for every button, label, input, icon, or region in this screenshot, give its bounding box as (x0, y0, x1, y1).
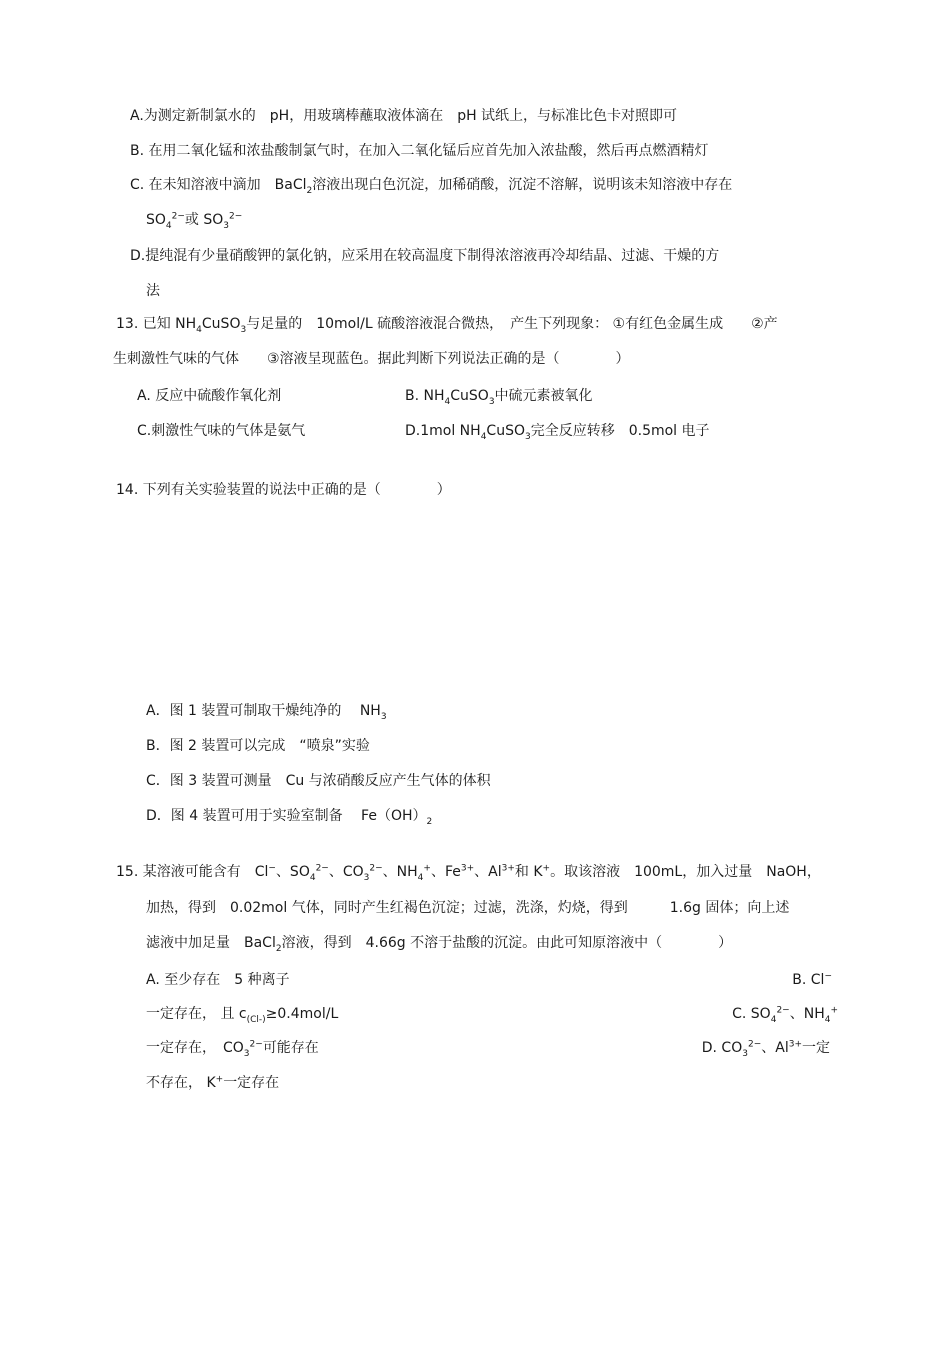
q14-stem (116, 480, 451, 500)
text: 13. 已知 NH (116, 316, 197, 332)
superscript: 2− (315, 863, 329, 874)
text: A. 反应中硫酸作氧化剂 (137, 388, 282, 404)
q12-option-c-tail: 溶液出现白色沉淀，加稀硝酸，沉淀不溶解，说明该未知溶液中存在 (312, 177, 733, 193)
q15-stem-line3 (146, 933, 732, 953)
text: C．图 3 装置可测量 Cu 与浓硝酸反应产生气体的体积 (146, 773, 491, 789)
superscript: 3+ (460, 863, 475, 874)
subscript: 4 (417, 872, 424, 883)
subscript: 3 (363, 872, 370, 883)
q15-option-c (732, 1004, 838, 1024)
text: 滤液中加足量 BaCl (146, 935, 276, 951)
q14-option-c (146, 771, 491, 791)
q13-option-b (405, 386, 593, 406)
subscript: 4 (444, 396, 451, 407)
q15-option-b-continued (146, 1004, 338, 1024)
text: 生刺激性气味的气体 ③溶液呈现蓝色。据此判断下列说法正确的是（ ） (113, 351, 630, 367)
q12-option-c-text: C. 在未知溶液中滴加 BaCl (130, 177, 307, 193)
q13-stem-line1 (116, 314, 778, 334)
text: 、Al (474, 864, 502, 880)
text: CuSO (201, 316, 241, 332)
text: D.1mol NH (405, 423, 481, 439)
text: 溶液，得到 4.66g 不溶于盐酸的沉淀。由此可知原溶液中（ ） (281, 935, 733, 951)
q15-option-b (792, 970, 832, 990)
subscript: 4 (824, 1014, 831, 1025)
q12-option-d-continued (146, 281, 160, 301)
subscript: 3 (488, 396, 495, 407)
subscript: 2 (306, 185, 313, 196)
subscript: 2 (426, 816, 433, 827)
text: 、Al (761, 1040, 789, 1056)
q15-option-d-continued (146, 1073, 279, 1093)
text: B. Cl (792, 972, 825, 988)
q15-option-d (702, 1038, 830, 1058)
formula-text: SO (146, 212, 166, 228)
q15-stem-line2 (146, 898, 789, 918)
text: D. CO (701, 1040, 743, 1056)
q14-option-d (146, 806, 432, 826)
subscript: 4 (196, 324, 202, 335)
q13-option-d (405, 421, 710, 441)
text: 和 K (514, 864, 543, 880)
text: A．图 1 装置可制取干燥纯净的 NH (146, 703, 381, 719)
text: 完全反应转移 0.5mol 电子 (530, 423, 710, 439)
subscript: 3 (524, 431, 531, 442)
superscript: 3+ (501, 863, 515, 874)
text: 中硫元素被氧化 (494, 388, 593, 404)
subscript: -) (258, 1014, 266, 1025)
subscript: 3 (240, 324, 247, 335)
superscript: − (824, 971, 832, 982)
superscript: 2− (369, 863, 383, 874)
superscript: 2− (747, 1039, 762, 1050)
text: D．图 4 装置可用于实验室制备 Fe（OH） (146, 808, 427, 824)
subscript: 4 (770, 1014, 777, 1025)
q12-option-b (130, 141, 709, 161)
q12-option-a (130, 106, 677, 126)
text: 、NH (789, 1006, 825, 1022)
text: 一定存在 (223, 1075, 280, 1091)
q15-option-a (146, 970, 290, 990)
text: 14. 下列有关实验装置的说法中正确的是（ ） (116, 482, 451, 498)
superscript: 2− (776, 1005, 790, 1016)
q12-option-a-text: A.为测定新制氯水的 pH，用玻璃棒蘸取液体滴在 pH 试纸上，与标准比色卡对照即可 (130, 108, 678, 124)
q12-option-d (130, 246, 719, 266)
subscript: 4 (309, 872, 316, 883)
text: B．图 2 装置可以完成 “喷泉”实验 (146, 738, 370, 754)
subscript: 2 (275, 943, 282, 954)
text: CuSO (486, 423, 525, 439)
superscript: 2− (249, 1039, 263, 1050)
text: 、NH (382, 864, 418, 880)
superscript: 2− (171, 211, 185, 222)
text: A. 至少存在 5 种离子 (146, 972, 290, 988)
q14-option-a (146, 701, 387, 721)
text: C. SO (732, 1006, 771, 1022)
q15-option-c-continued (146, 1038, 319, 1058)
superscript: + (542, 863, 551, 874)
text: 加热，得到 0.02mol 气体，同时产生红褐色沉淀；过滤，洗涤，灼烧，得到 1.6g 固体；向上述 (146, 900, 790, 916)
superscript: − (268, 863, 276, 874)
q13-option-a (137, 386, 281, 406)
subscript: 4 (165, 220, 172, 231)
subscript: 3 (243, 1048, 250, 1059)
q13-stem-line2 (113, 349, 630, 369)
superscript: + (830, 1005, 838, 1016)
q15-stem-line1 (116, 862, 821, 882)
superscript: 2− (229, 211, 243, 222)
text: C.刺激性气味的气体是氨气 (137, 423, 306, 439)
subscript: (Cl (246, 1014, 259, 1025)
text: 一定 (802, 1040, 830, 1056)
q12-option-d-text: D.提纯混有少量硝酸钾的氯化钠，应采用在较高温度下制得浓溶液再冷却结晶、过滤、干燥的方 (130, 248, 720, 264)
superscript: 3+ (788, 1039, 802, 1050)
text: B. NH (405, 388, 445, 404)
text: 与足量的 10mol/L 硫酸溶液混合微热， 产生下列现象： ①有红色金属生成 ②产 (246, 316, 778, 332)
subscript: 3 (380, 711, 387, 722)
subscript: 3 (223, 220, 230, 231)
text: 一定存在， 且 c (146, 1006, 247, 1022)
text: 、Fe (430, 864, 461, 880)
text: ≥0.4mol/L (265, 1006, 339, 1022)
q14-option-b (146, 736, 370, 756)
superscript: + (215, 1074, 224, 1085)
text: 一定存在， CO (146, 1040, 244, 1056)
text: 可能存在 (262, 1040, 319, 1056)
text: 不存在， K (146, 1075, 216, 1091)
q14-figure-area (140, 510, 820, 680)
formula-text: 或 SO (184, 212, 224, 228)
subscript: 4 (480, 431, 487, 442)
q13-option-c (137, 421, 305, 441)
text: CuSO (450, 388, 489, 404)
superscript: + (423, 863, 431, 874)
q12-option-d-text-end: 法 (146, 283, 160, 299)
text: 、SO (275, 864, 310, 880)
subscript: 3 (742, 1048, 748, 1059)
text: 、CO (328, 864, 364, 880)
q12-option-c-continued (146, 210, 242, 230)
q12-option-b-text: B. 在用二氧化锰和浓盐酸制氯气时，在加入二氧化锰后应首先加入浓盐酸，然后再点燃酒精灯 (130, 143, 709, 159)
text: 。取该溶液 100mL，加入过量 NaOH， (550, 864, 821, 880)
q12-option-c (130, 175, 732, 195)
text: 15. 某溶液可能含有 Cl (116, 864, 269, 880)
